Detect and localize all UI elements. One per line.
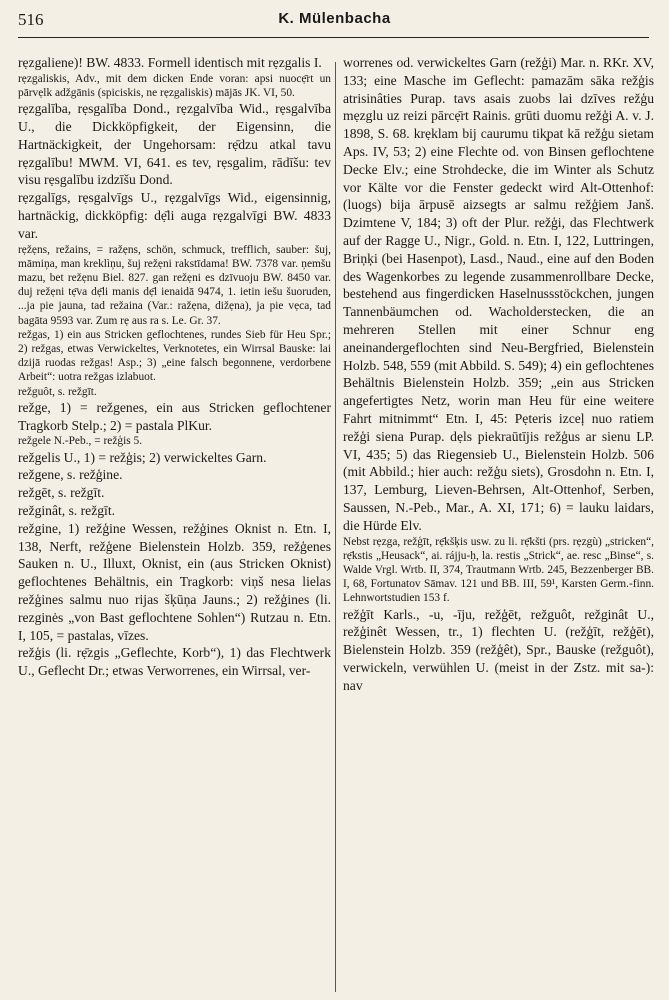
dictionary-entry: rẹzgalība, rẹsgalība Dond., rẹzgalvība Wid., rẹsgalvība U., die Dickköpfigkeit, der Eigensinn, die Hartnäckigkeit, der Ungehorsam: rẹ̄dzu atkal tavu rẹzgalību! MWM. VI, 641. es tev, rẹsgalim, rādīšu: tev visu rẹsgalību izdzīšu Dond. <box>18 101 331 188</box>
header-rule <box>18 37 649 38</box>
dictionary-entry: režge, 1) = režgenes, ein aus Stricken geflochtener Tragkorb Stelp.; 2) = pastala PlKur. <box>18 399 331 433</box>
dictionary-entry: rẹzgalīgs, rẹsgalvīgs U., rẹzgalvīgs Wid., eigensinnig, hartnäckig, dickköpfig: dẹ̄li auga rẹzgalvīgi BW. 4833 var. <box>18 190 331 241</box>
dictionary-entry: režgēt, s. režgīt. <box>18 485 105 501</box>
dictionary-entry: režguôt, s. režgīt. <box>18 385 97 398</box>
dictionary-entry: worrenes od. verwickeltes Garn (režģi) Mar. n. RKr. XV, 133; eine Masche im Geflecht: pamazām sāka režģis atrisinâties Purap. tavs asais zuobs lai dzīves režģu mẹzglu uz reizi pārcẹ̄rt Rainis. grūti duomu režģi A. v. J. 1898, S. 68. krẹklam bij caurumu tik̦pat kā režģu sietam Aps. IV, 53; 2) eine Flechte od. von Binsen geflochtene Decke Elv.; eine Strohdecke, die im Winter als Schutz vor Kälte vor die Fenster gedeckt wird Alt-Ottenhof: (luogs) bija ārpusē aizsegts ar salmu režģiem Janš. Dzimtene V, 184; 3) oft der Plur. režģi, das Flechtwerk auf der Ragge U., Nigr., Gold. n. Etn. I, 122, Luttringen, Briņķi (bei Hasenpot), Lasd., Naud., eine auf den Boden des Wagenkorbes zu legende zusammenrollbare Decke, bestehend aus fingerdicken Haselnussstöckchen, jungen Tannenbäumchen od. Wacholderstecken, die an mehreren Stellen mit einer Schnur eng aneinandergeflochten sind Neu-Bergfried, Bielenstein Holzb. 548, 559 (mit Abbild. S. 549); 4) ein geflochtenes Behältnis Bielenstein Holzb. 359; „ein aus Stricken angefertigtes Netz, worin man Heu für eine weitere Fahrt mitnimmt“ Etn. I, 45: Pẹteris izceļ nuo ratiem režģi siena Purap. dẹls piekraūtījis režģus ar sienu LP. VI, 435; 5) das Riegensieb U., Bielenstein Holzb. 506 (mit Abbild.; hier auch: režģu siets), Grosdohn n. Etn. I, 137, Lemburg, Lieven-Behrsen, Alt-Ottenhof, Serben, Saussen, N.-Peb., Mar., A. XI, 171; 6) = lauku laidars, die Hürde Elv. <box>343 55 654 533</box>
dictionary-entry: rẹžẹns, režains, = ražẹns, schön, schmuck, trefflich, sauber: šuj, māmiņa, man kreklìņu, šuj režẹni rakstīdama! BW. 7378 var. ņemšu mazu, bet režẹnu Biel. 827. gan režẹni es dzīvuoju BW. 8450 var. duj režẹni tẹ̄va dẹ̄li manis dẹ̄l ienaidā 9474, 1. ietin iešu šuoruden, ...ja pie jauna, tad režaina (Var.: ražẹna, dižẹna), ja pie vẹca, tad bagāta 9593 var. Zum rẹ aus ra s. Le. Gr. 37. <box>18 243 331 327</box>
dictionary-entry: Nebst rẹzga, režģīt, rẹ̄kšķis usw. zu li. rẹ̄kšti (prs. rẹzgù) „stricken“, rẹ̄kstis „Heusack“, ai. rájju-ḥ, la. restis „Strick“, ae. resc „Binse“, s. Walde Vrgl. Wrtb. II, 374, Trautmann Wrtb. 245, Bezzenberger BB. I, 68, Fortunatov Sāmav. 121 und BB. III, 59¹, Karsten Germ.-finn. Lehnwortstudien 153 f. <box>343 535 654 605</box>
dictionary-entry: rẹzgaliskis, Adv., mit dem dicken Ende voran: apsi nuocẹ̄rt un pārvẹlk adžgānis (spiciskis, ne rẹzgaliskis) mājās JK. VI, 50. <box>18 72 331 99</box>
page-number: 516 <box>18 10 44 29</box>
dictionary-entry: režgelis U., 1) = režģis; 2) verwickeltes Garn. <box>18 449 267 465</box>
left-column <box>18 54 331 680</box>
dictionary-entry: režģis (li. rẹ̄zgis „Geflechte, Korb“), 1) das Flechtwerk U., Geflecht Dr.; etwas Verworrenes, ein Wirrsal, ver- <box>18 645 331 679</box>
dictionary-entry: režgas, 1) ein aus Stricken geflochtenes, rundes Sieb für Heu Spr.; 2) režgas, etwas Verwickeltes, Verknotetes, ein Wirrsal Bauske: lai dzijā ruodas režgas! Asp.; 3) „eine falsch begonnene, verdorbene Arbeit“: uotra režgas izlabuot. <box>18 328 331 384</box>
running-head: K. Mülenbacha <box>278 10 391 27</box>
dictionary-entry: režgine, 1) režģine Wessen, režģines Oknist n. Etn. I, 138, Nerft, režģene Bielenstein Holzb. 359, režģenes Sauken n. U., Illuxt, Oknist, ein (aus Stricken Oknist) geflochtenes Behältnis, ein Tragkorb: viņš nesa lielas režģines salmu nuo rijas šķūņa Jauns.; 2) režģines (li. rezginės „von Bast geflochtene Sohlen“) Rutzau n. Etn. I, 105, = pastalas, vīzes. <box>18 520 331 643</box>
dictionary-entry: rẹzgaliene)! BW. 4833. Formell identisch mit rẹzgalis I. <box>18 55 322 70</box>
dictionary-entry: režginât, s. režgīt. <box>18 503 116 518</box>
column-divider <box>335 62 336 992</box>
page-header <box>0 0 669 40</box>
dictionary-entry: režgele N.-Peb., = režģis 5. <box>18 435 143 448</box>
dictionary-entry: režgene, s. režģine. <box>18 467 123 483</box>
dictionary-entry: režģīt Karls., -u, -īju, režģēt, režguôt, režginât U., režģinêt Wessen, tr., 1) flechten U. (režģīt, režģēt), Bielenstein Holzb. 359 (režģêt), Spr., Bauske (režguôt), verwickeln, verwühlen U. (meist in der Zstz. mit sa-): nav <box>343 606 654 693</box>
right-column <box>343 54 654 695</box>
